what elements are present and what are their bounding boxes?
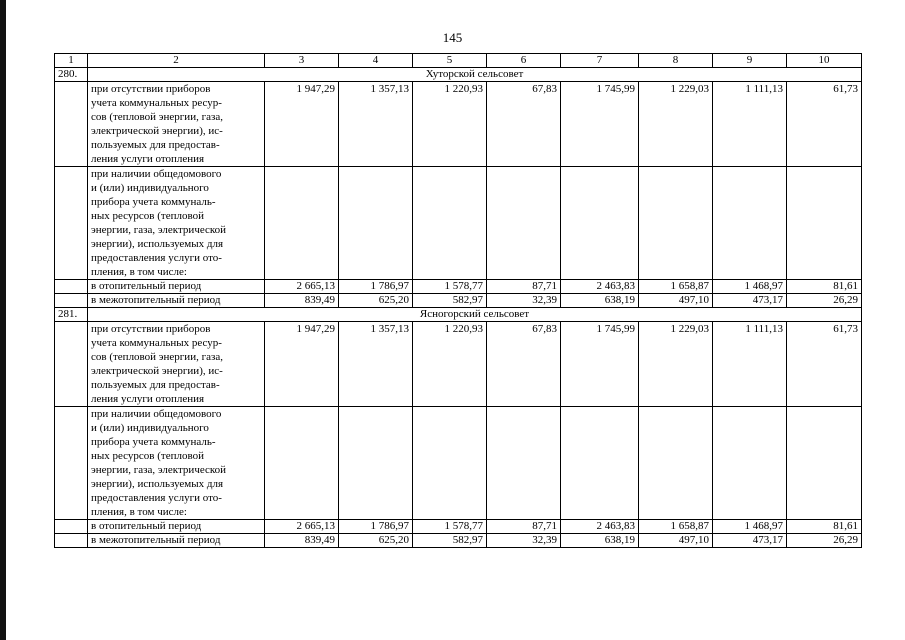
- value-cell: 1 357,13: [339, 82, 413, 167]
- value-cell: 497,10: [639, 534, 713, 548]
- value-cell: 87,71: [487, 520, 561, 534]
- column-header: 3: [265, 54, 339, 68]
- value-cell: 1 658,87: [639, 520, 713, 534]
- value-cell: 582,97: [413, 534, 487, 548]
- value-cell: [787, 167, 862, 280]
- row-label: в отопительный период: [88, 280, 265, 294]
- value-cell: 1 947,29: [265, 82, 339, 167]
- value-cell: 81,61: [787, 520, 862, 534]
- value-cell: 473,17: [713, 534, 787, 548]
- table-row: [55, 167, 862, 280]
- empty-number-cell: [55, 407, 88, 520]
- value-cell: 497,10: [639, 294, 713, 308]
- table-row: [55, 407, 862, 520]
- value-cell: 61,73: [787, 322, 862, 407]
- row-label: в межотопительный период: [88, 294, 265, 308]
- page-number: 145: [442, 30, 463, 45]
- empty-number-cell: [55, 167, 88, 280]
- column-header: 6: [487, 54, 561, 68]
- value-cell: 582,97: [413, 294, 487, 308]
- row-label: при отсутствии приборов учета коммунальных ресур- сов (тепловой энергии, газа, электрической энергии), ис- пользуемых для предостав- ления услуги отопления: [88, 82, 265, 167]
- value-cell: 32,39: [487, 294, 561, 308]
- value-cell: 26,29: [787, 534, 862, 548]
- value-cell: [561, 167, 639, 280]
- column-header: 10: [787, 54, 862, 68]
- value-cell: 638,19: [561, 294, 639, 308]
- empty-number-cell: [55, 520, 88, 534]
- row-label: при отсутствии приборов учета коммунальных ресур- сов (тепловой энергии, газа, электрической энергии), ис- пользуемых для предостав- ления услуги отопления: [88, 322, 265, 407]
- empty-number-cell: [55, 82, 88, 167]
- group-header-row: [55, 308, 862, 322]
- value-cell: [713, 407, 787, 520]
- value-cell: 1 111,13: [713, 82, 787, 167]
- row-label: в отопительный период: [88, 520, 265, 534]
- group-name: Ясногорский сельсовет: [88, 308, 862, 322]
- value-cell: [487, 167, 561, 280]
- value-cell: 26,29: [787, 294, 862, 308]
- row-label: в межотопительный период: [88, 534, 265, 548]
- table-row: [55, 280, 862, 294]
- value-cell: 1 229,03: [639, 82, 713, 167]
- value-cell: [787, 407, 862, 520]
- scan-edge-bar: [0, 0, 6, 640]
- empty-number-cell: [55, 280, 88, 294]
- value-cell: [339, 167, 413, 280]
- value-cell: 839,49: [265, 294, 339, 308]
- column-header: 9: [713, 54, 787, 68]
- value-cell: 1 786,97: [339, 520, 413, 534]
- value-cell: [339, 407, 413, 520]
- table-row: [55, 322, 862, 407]
- table-row: [55, 82, 862, 167]
- column-number-row: [55, 54, 862, 68]
- value-cell: [413, 407, 487, 520]
- value-cell: 67,83: [487, 82, 561, 167]
- value-cell: 1 220,93: [413, 322, 487, 407]
- value-cell: 1 578,77: [413, 280, 487, 294]
- group-name: Хуторской сельсовет: [88, 68, 862, 82]
- empty-number-cell: [55, 294, 88, 308]
- value-cell: 2 463,83: [561, 280, 639, 294]
- value-cell: 625,20: [339, 534, 413, 548]
- value-cell: 1 468,97: [713, 520, 787, 534]
- empty-number-cell: [55, 322, 88, 407]
- group-number: 280.: [55, 68, 88, 82]
- value-cell: 2 665,13: [265, 280, 339, 294]
- row-label: при наличии общедомового и (или) индивидуального прибора учета коммуналь- ных ресурсов (тепловой энергии, газа, электрической энергии), используемых для предоставления услуги ото- пления, в том числе:: [88, 167, 265, 280]
- group-header-row: [55, 68, 862, 82]
- value-cell: [413, 167, 487, 280]
- value-cell: 32,39: [487, 534, 561, 548]
- group-number: 281.: [55, 308, 88, 322]
- value-cell: 1 229,03: [639, 322, 713, 407]
- value-cell: 473,17: [713, 294, 787, 308]
- column-header: 1: [55, 54, 88, 68]
- value-cell: [561, 407, 639, 520]
- value-cell: 1 578,77: [413, 520, 487, 534]
- tariff-table: [54, 53, 862, 548]
- value-cell: 839,49: [265, 534, 339, 548]
- value-cell: 61,73: [787, 82, 862, 167]
- value-cell: 1 786,97: [339, 280, 413, 294]
- empty-number-cell: [55, 534, 88, 548]
- value-cell: [265, 167, 339, 280]
- value-cell: 1 658,87: [639, 280, 713, 294]
- row-label: при наличии общедомового и (или) индивидуального прибора учета коммуналь- ных ресурсов (тепловой энергии, газа, электрической энергии), используемых для предоставления услуги ото- пления, в том числе:: [88, 407, 265, 520]
- value-cell: 81,61: [787, 280, 862, 294]
- value-cell: 1 468,97: [713, 280, 787, 294]
- value-cell: 638,19: [561, 534, 639, 548]
- column-header: 7: [561, 54, 639, 68]
- value-cell: 1 220,93: [413, 82, 487, 167]
- value-cell: 67,83: [487, 322, 561, 407]
- column-header: 2: [88, 54, 265, 68]
- table-row: [55, 520, 862, 534]
- column-header: 4: [339, 54, 413, 68]
- value-cell: [639, 167, 713, 280]
- value-cell: 625,20: [339, 294, 413, 308]
- value-cell: 1 745,99: [561, 322, 639, 407]
- table-row: [55, 294, 862, 308]
- value-cell: 1 745,99: [561, 82, 639, 167]
- value-cell: 1 947,29: [265, 322, 339, 407]
- value-cell: 2 463,83: [561, 520, 639, 534]
- value-cell: [713, 167, 787, 280]
- value-cell: [487, 407, 561, 520]
- column-header: 8: [639, 54, 713, 68]
- value-cell: 2 665,13: [265, 520, 339, 534]
- table-row: [55, 534, 862, 548]
- column-header: 5: [413, 54, 487, 68]
- value-cell: [639, 407, 713, 520]
- value-cell: [265, 407, 339, 520]
- value-cell: 1 357,13: [339, 322, 413, 407]
- value-cell: 1 111,13: [713, 322, 787, 407]
- value-cell: 87,71: [487, 280, 561, 294]
